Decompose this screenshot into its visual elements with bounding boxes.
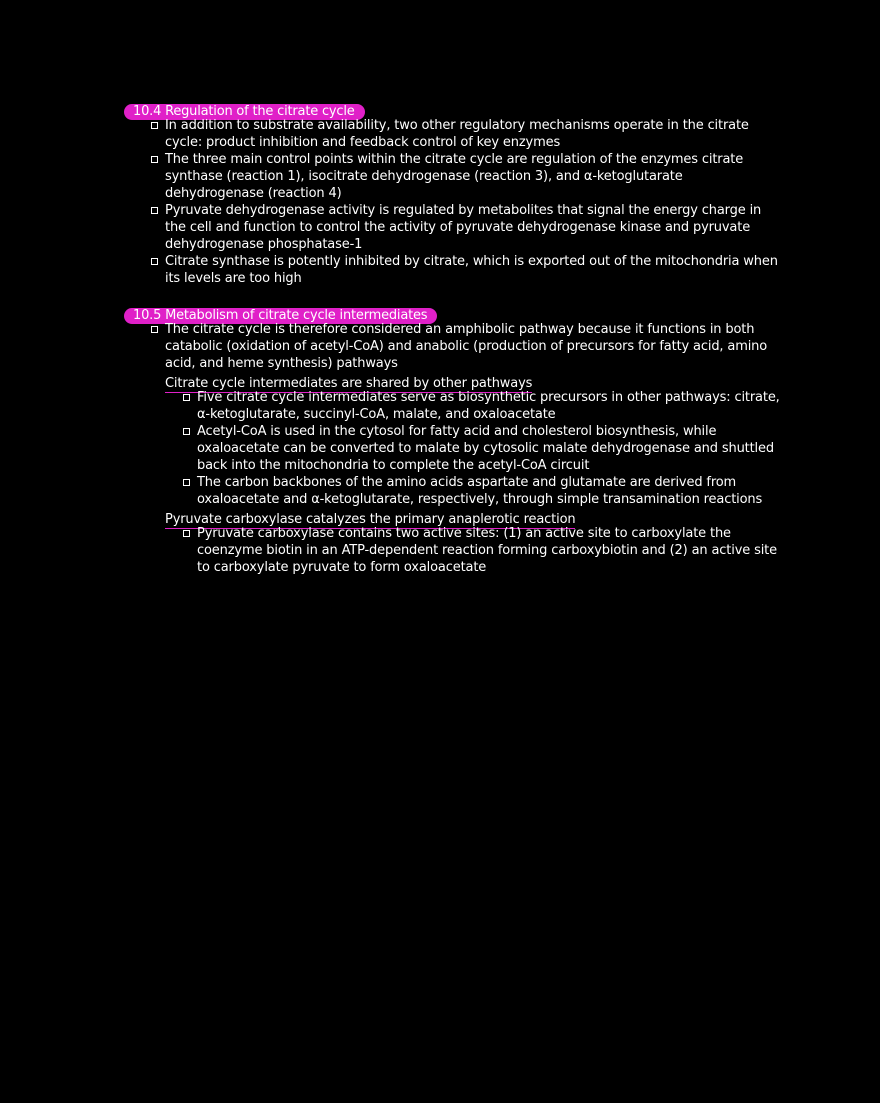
bullet-list bbox=[151, 117, 784, 287]
checkbox-bullet-icon bbox=[151, 258, 158, 265]
sub-bullet-list bbox=[183, 525, 784, 576]
checkbox-bullet-icon bbox=[151, 122, 158, 129]
checkbox-bullet-icon bbox=[151, 156, 158, 163]
section-heading: 10.4 Regulation of the citrate cycle bbox=[124, 104, 365, 120]
list-item bbox=[151, 202, 784, 253]
list-item-text: Acetyl-CoA is used in the cytosol for fatty acid and cholesterol biosynthesis, while oxaloacetate can be converted to malate by cytosolic malate dehydrogenase and shuttled back into the mitochondria to complete the acetyl-CoA circuit bbox=[197, 424, 774, 473]
checkbox-bullet-icon bbox=[151, 326, 158, 333]
sub-bullet-list bbox=[183, 389, 784, 508]
list-item bbox=[183, 423, 784, 474]
subsection-title: Citrate cycle intermediates are shared by other pathways bbox=[165, 376, 533, 391]
list-item bbox=[151, 151, 784, 202]
list-item-text: Five citrate cycle intermediates serve as biosynthetic precursors in other pathways: citrate, α-ketoglutarate, succinyl-CoA, malate, and oxaloacetate bbox=[197, 390, 780, 422]
list-item bbox=[151, 321, 784, 372]
list-item-text: The three main control points within the citrate cycle are regulation of the enzymes citrate synthase (reaction 1), isocitrate dehydrogenase (reaction 3), and α-ketoglutarate dehydrogenase (reaction 4) bbox=[165, 152, 744, 201]
checkbox-bullet-icon bbox=[183, 428, 190, 435]
list-item-text: The carbon backbones of the amino acids aspartate and glutamate are derived from oxaloacetate and α-ketoglutarate, respectively, through simple transamination reactions bbox=[197, 475, 763, 507]
checkbox-bullet-icon bbox=[183, 479, 190, 486]
bullet-list bbox=[151, 321, 784, 372]
list-item-text: Citrate synthase is potently inhibited by citrate, which is exported out of the mitochondria when its levels are too high bbox=[165, 254, 778, 286]
list-item bbox=[183, 525, 784, 576]
list-item-text: The citrate cycle is therefore considered an amphibolic pathway because it functions in both catabolic (oxidation of acetyl-CoA) and anabolic (production of precursors for fatty acid, amino acid, and heme synthesis) pathways bbox=[165, 322, 768, 371]
checkbox-bullet-icon bbox=[151, 207, 158, 214]
list-item-text: In addition to substrate availability, two other regulatory mechanisms operate in the citrate cycle: product inhibition and feedback control of key enzymes bbox=[165, 118, 749, 150]
list-item bbox=[151, 117, 784, 151]
section-metabolism-intermediates bbox=[124, 304, 784, 576]
checkbox-bullet-icon bbox=[183, 530, 190, 537]
checkbox-bullet-icon bbox=[183, 394, 190, 401]
section-heading: 10.5 Metabolism of citrate cycle intermediates bbox=[124, 308, 437, 324]
list-item-text: Pyruvate dehydrogenase activity is regulated by metabolites that signal the energy charge in the cell and function to control the activity of pyruvate dehydrogenase kinase and pyruvate dehydrogenase phosphatase-1 bbox=[165, 203, 762, 252]
list-item-text: Pyruvate carboxylase contains two active sites: (1) an active site to carboxylate the coenzyme biotin in an ATP-dependent reaction forming carboxybiotin and (2) an active site to carboxylate pyruvate to form oxaloacetate bbox=[197, 526, 777, 575]
list-item bbox=[183, 389, 784, 423]
list-item bbox=[151, 253, 784, 287]
subsection-title: Pyruvate carboxylase catalyzes the primary anaplerotic reaction bbox=[165, 512, 576, 527]
list-item bbox=[183, 474, 784, 508]
section-regulation bbox=[124, 100, 784, 287]
